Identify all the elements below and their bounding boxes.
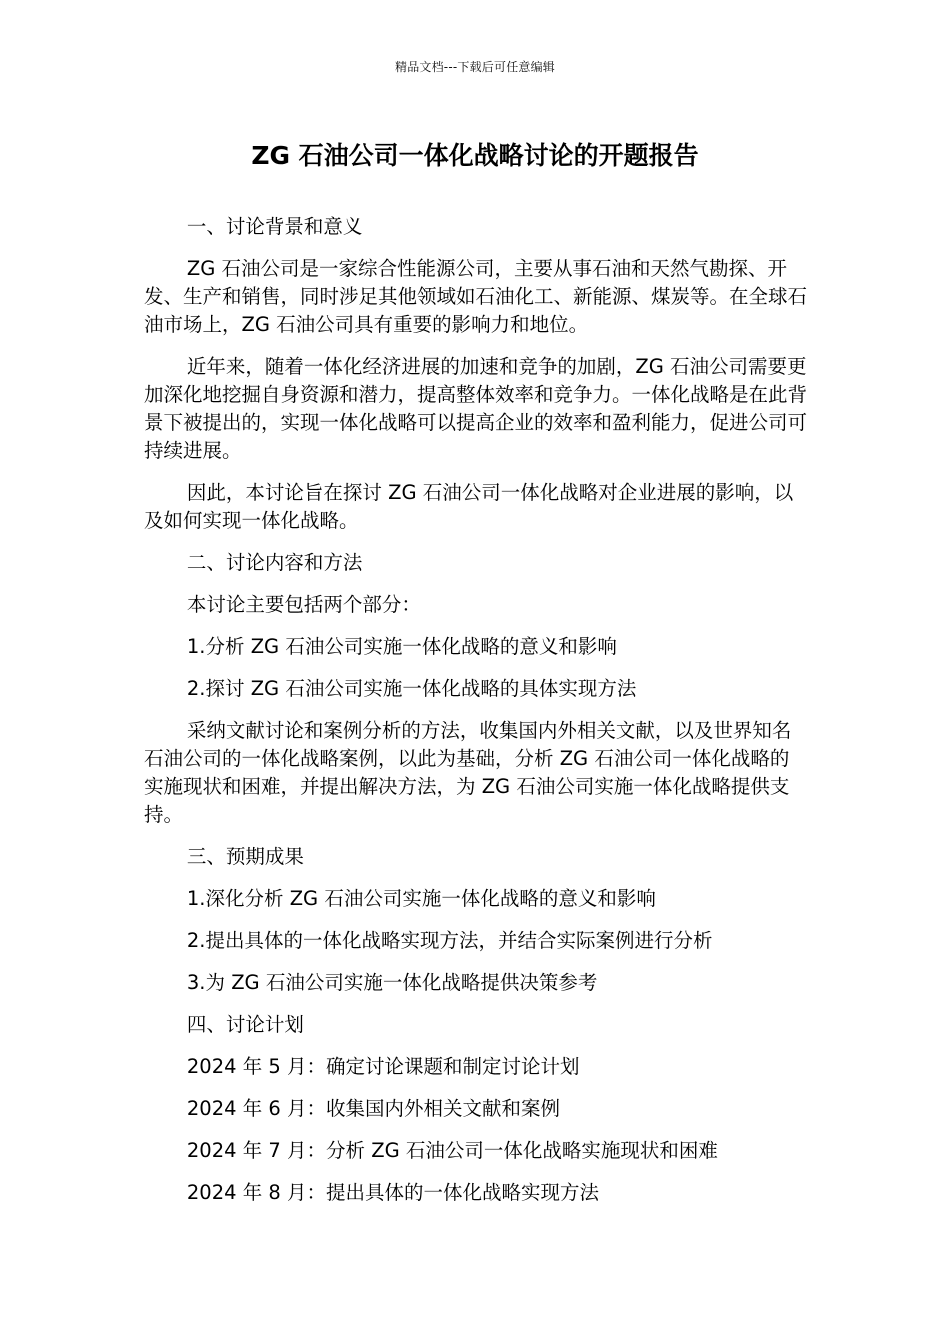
paragraph-background-3: 因此，本讨论旨在探讨 ZG 石油公司一体化战略对企业进展的影响，以及如何实现一体化战略。 (144, 481, 794, 532)
list-item-content-2: 2.探讨 ZG 石油公司实施一体化战略的具体实现方法 (186, 677, 637, 700)
list-item-outcome-3: 3.为 ZG 石油公司实施一体化战略提供决策参考 (186, 971, 598, 994)
section-heading-3: 三、预期成果 (186, 845, 304, 868)
section-heading-2: 二、讨论内容和方法 (186, 551, 363, 574)
plan-item-august: 2024 年 8 月：提出具体的一体化战略实现方法 (186, 1181, 600, 1204)
paragraph-method: 采纳文献讨论和案例分析的方法，收集国内外相关文献，以及世界知名石油公司的一体化战略案例，以此为基础，分析 ZG 石油公司一体化战略的实施现状和困难，并提出解决方法，为 ZG 石油公司实施一体化战略提供支持。 (144, 719, 792, 826)
plan-item-june: 2024 年 6 月：收集国内外相关文献和案例 (186, 1097, 561, 1120)
paragraph-background-2: 近年来，随着一体化经济进展的加速和竞争的加剧，ZG 石油公司需要更加深化地挖掘自身资源和潜力，提高整体效率和竞争力。一体化战略是在此背景下被提出的，实现一体化战略可以提高企业的效率和盈利能力，促进公司可持续进展。 (144, 355, 808, 462)
list-item-content-1: 1.分析 ZG 石油公司实施一体化战略的意义和影响 (186, 635, 617, 658)
paragraph-background-1: ZG 石油公司是一家综合性能源公司，主要从事石油和天然气勘探、开发、生产和销售，同时涉足其他领域如石油化工、新能源、煤炭等。在全球石油市场上，ZG 石油公司具有重要的影响力和地位。 (144, 257, 808, 336)
document-body (144, 213, 808, 1221)
plan-item-july: 2024 年 7 月：分析 ZG 石油公司一体化战略实施现状和困难 (186, 1139, 718, 1162)
plan-item-may: 2024 年 5 月：确定讨论课题和制定讨论计划 (186, 1055, 580, 1078)
document-title: ZG 石油公司一体化战略讨论的开题报告 (251, 141, 699, 170)
paragraph-content-intro: 本讨论主要包括两个部分： (186, 593, 421, 616)
list-item-outcome-2: 2.提出具体的一体化战略实现方法，并结合实际案例进行分析 (186, 929, 713, 952)
section-heading-4: 四、讨论计划 (186, 1013, 304, 1036)
header-note: 精品文档---下载后可任意编辑 (395, 60, 555, 74)
list-item-outcome-1: 1.深化分析 ZG 石油公司实施一体化战略的意义和影响 (186, 887, 656, 910)
section-heading-1: 一、讨论背景和意义 (186, 215, 363, 238)
